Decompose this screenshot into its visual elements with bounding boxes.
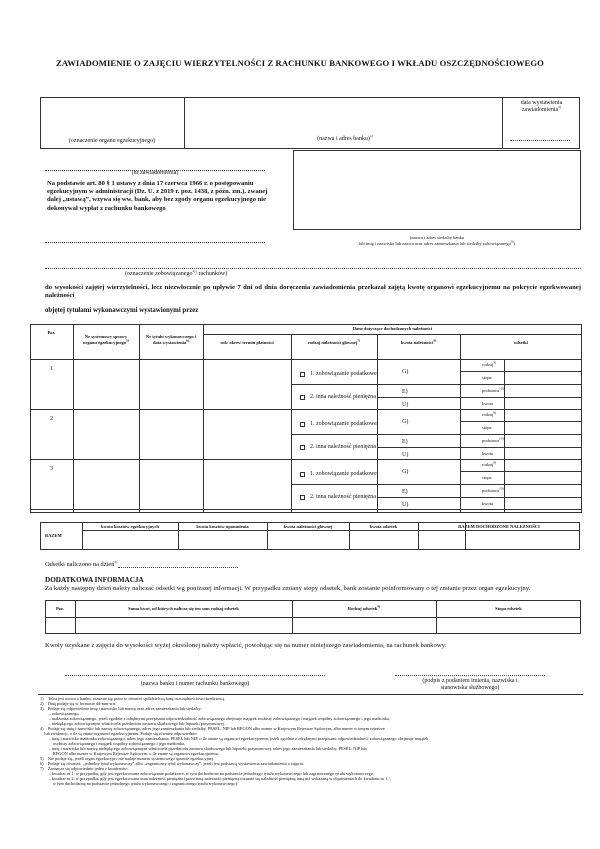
col-title: Nr tytułu wykonawczego i data wystawienia$^{6)}$ (145, 334, 197, 345)
footnote-10: osobisty zobowiązanego i majątek wspólny zobowiązanego i jego małżonka, (40, 741, 185, 746)
table-hline (203, 334, 582, 335)
signature-label: (podpis z podaniem imienia, nazwiska i stanowiska służbowego) (422, 678, 518, 691)
footnote-11: – imię i nazwisko lub nazwę niebędącego zobowiązanym właściciela przedmiotu zastawu skarbowego lub hipoteki przymusowej, adres jego zamieszkania lub siedziby, PESEL, NIP lub (40, 746, 367, 751)
amount-split (377, 447, 460, 448)
amount-split (377, 497, 460, 498)
interest-sub-podstawa: podstawa$^{10)}$ (482, 436, 504, 443)
totals-h2: kwota kosztów upomnienia (196, 524, 249, 529)
totals-hline (82, 530, 580, 531)
kind-other: 2. inna należność pieniężna (310, 394, 376, 400)
notice-body: Na podstawie art. 80 § 1 ustawy z dnia 17 czerwca 1966 r. o postępowaniu egzekucyjnym w administracji (Dz. U. z 2019 r. poz. 1438, z późn. zm.), zwanej dalej „ustawą”, wzywa się ww. bank, aby bez zgody organu egzekucyjnego nie dokonywał wypłat z rachunku bankowego (47, 180, 268, 212)
interest-split (460, 471, 582, 472)
footnote-2: 2) Datę podaje się w formacie dd-mm-rrrr. (40, 701, 117, 706)
footnote-7: 4) Podaje się imię i nazwisko lub nazwę zobowiązanego, adres jego zamieszkania lub siedziby, PESEL, NIP lub REGON albo numer w Krajowym Rejestrze Sądowym, albo numer w innym rejestrze (40, 726, 385, 731)
notice-number-label: (nr zawiadomienia) (131, 170, 179, 176)
interest-col-sum: Suma kwot, od których nalicza się ten sam rodzaj odsetek (128, 606, 239, 611)
amount-letter: G) (402, 419, 409, 425)
additional-heading: DODATKOWA INFORMACJA (45, 576, 144, 584)
interest-split (460, 371, 582, 372)
footnotes (40, 696, 585, 786)
subheading: objętej tytułami wykonawczymi wystawionymi przez (45, 307, 199, 314)
interest-sub-kwota: kwota (482, 451, 493, 456)
organ-label: (oznaczenie organu egzekucyjnego) (68, 138, 156, 144)
amount-letter: U) (402, 502, 409, 508)
kind-split (291, 484, 377, 485)
row-line (30, 459, 582, 460)
interest-col-poz: Poz. (55, 606, 65, 611)
amount-letter: G) (402, 369, 409, 375)
interest-sub-rodzaj: rodzaj$^{9)}$ (482, 410, 497, 417)
additional-text: Za każdy następny dzień należy naliczać odsetki wg poniższej informacji. W przypadku zmiany stopy odsetek, bank zostanie poinformowany o tej zmianie przez organ egzekucyjny. (45, 585, 531, 592)
amount-letter: E) (402, 389, 408, 395)
footnote-9: – imię i nazwisko małżonka zobowiązanego, adres jego zamieszkania, PESEL lub NIP, o ile znane są organowi egzekucyjnemu, jeżeli zgodnie z odrębnymi przepisami odpowiedzialność zobowiązanego obejmuje majątek (40, 736, 429, 741)
interest-split (460, 497, 582, 498)
table-vline (139, 324, 140, 513)
footnote-3: 3) Podaje się odpowiednio imię i nazwisko lub nazwę oraz adres zamieszkania lub siedziby: (40, 706, 202, 711)
checkbox[interactable] (300, 445, 305, 450)
footnote-12: REGON albo numer w Krajowym Rejestrze Sądowym, o ile znane są organowi egzekucyjnemu. (40, 751, 219, 756)
amount-letter: E) (402, 489, 408, 495)
col-amount: kwota należności$^{8)}$ (400, 338, 437, 345)
amount-letter: E) (402, 439, 408, 445)
totals-h3: kwota należności głównej (283, 524, 333, 529)
col-system-number: Nr systemowy sprawy organu egzekucyjnego$^{5)}$ (83, 334, 129, 345)
footnote-8: lub ewidencji, o ile są znane organowi egzekucyjnemu. Podaje się również odpowiednio: (40, 731, 198, 736)
interest-sub-podstawa: podstawa$^{10)}$ (482, 386, 504, 393)
payment-text: Kwoty uzyskane z zajęcia do wysokości wyżej określonej należy wpłacić, powołując się na numer niniejszego zawiadomienia, na rachunek bankowy: (45, 642, 447, 649)
amount-split (377, 397, 460, 398)
interest-sub-kwota: kwota (482, 501, 493, 506)
amount-letter: U) (402, 402, 409, 408)
interest-sub-rodzaj: rodzaj$^{9)}$ (482, 360, 497, 367)
footnote-16: – kwadrat nr 1: w przypadku, gdy jest egzekwowane zobowiązanie podatkowe, w tym dochodzone na podstawie jednolitego tytułu wykonawczego lub zagranicznego tytułu wykonawczego, (40, 771, 374, 776)
footnote-15: 7) Zaznacza się odpowiednio jeden z kwadratów: (40, 766, 129, 771)
kind-tax: 1. zobowiązanie podatkowe (310, 371, 377, 377)
footnote-18: w tym dochodzoną na podstawie jednolitego tytułu wykonawczego i zagranicznego tytułu wykonawczego). (40, 781, 239, 786)
bank-address-label: (nazwa i adres siedziby banku lub imię i nazwisko lub nazwa oraz adres zamieszkania lub siedziby zobowiązanego$^{3)}$) (358, 235, 516, 246)
row-poz: 2 (50, 416, 53, 422)
footnote-13: 5) Nie podaje się, jeżeli organ egzekucyjny nie nadaje numeru systemowego sprawie egzekucyjnej. (40, 756, 215, 761)
table-vline (504, 359, 505, 513)
checkbox[interactable] (300, 495, 305, 500)
table-vline (291, 334, 292, 513)
interest-split (460, 447, 582, 448)
kind-split (291, 434, 377, 435)
interest-sub-kwota: kwota (482, 401, 493, 406)
interest-sub-stopa: stopa (482, 425, 492, 430)
interest-sub-podstawa: podstawa$^{10)}$ (482, 486, 504, 493)
footnote-5: – małżonka zobowiązanego, jeżeli zgodnie z odrębnymi przepisami odpowiedzialność zobowiązanego obejmuje majątek osobisty zobowiązanego i majątek wspólny zobowiązanego i jego małżonka, (40, 716, 390, 721)
footnote-4: – zobowiązanego, (40, 711, 80, 716)
amount-split (377, 384, 460, 385)
table-vline (203, 324, 204, 513)
footnote-1: 1) Tekst jest mowa o banku, rozumie się przez to również spółdzielczą kasę oszczędnościowo-kredytową. (40, 696, 226, 701)
totals-h4: kwota odsetek (369, 524, 398, 529)
col-poz: Poz. (47, 330, 56, 335)
account-label: (nazwa banku i numer rachunku bankowego) (140, 681, 250, 687)
table-hline (30, 359, 582, 360)
page-title: ZAWIADOMIENIE O ZAJĘCIU WIERZYTELNOŚCI Z RACHUNKU BANKOWEGO I WKŁADU OSZCZĘDNOŚCIOWEGO (56, 58, 544, 68)
interest-sub-rodzaj: rodzaj$^{9)}$ (482, 460, 497, 467)
bank-address-box (293, 150, 581, 230)
footnote-6: – niebędącego zobowiązanym właściciela przedmiotu zastawu skarbowego lub hipoteki przymusowej. (40, 721, 225, 726)
interest-sub-stopa: stopa (482, 375, 492, 380)
interest-col-kind: Rodzaj odsetek$^{9)}$ (347, 604, 381, 611)
table-vline (73, 324, 74, 513)
instruction-text: do wysokości zajętej wierzytelności, lecz niezwłocznie po upływie 7 dni od dnia doręczenia zawiadomienia przekazał zajętą kwotę organowi egzekucyjnemu na pokrycie egzekwowanej należności (45, 284, 581, 300)
interest-split (460, 397, 582, 398)
row-poz: 3 (50, 466, 53, 472)
bank-label: (nazwa i adres banku)$^{1)}$ (317, 134, 373, 142)
amount-letter: U) (402, 452, 409, 458)
interest-split (460, 421, 582, 422)
checkbox[interactable] (300, 472, 305, 477)
checkbox[interactable] (300, 372, 305, 377)
kind-other: 2. inna należność pieniężna (310, 494, 376, 500)
interest-split (460, 484, 582, 485)
totals-h5: RAZEM DOCHODZONE NALEŻNOŚCI (458, 524, 540, 529)
checkbox[interactable] (300, 422, 305, 427)
amount-split (377, 434, 460, 435)
row-line (30, 409, 582, 410)
interest-split (460, 434, 582, 435)
col-period: rok/ okres/ termin płatności (220, 340, 274, 345)
totals-label: RAZEM (45, 533, 62, 538)
date-label: data wystawienia zawiadomienia$^{2)}$ (520, 100, 563, 113)
interest-sub-stopa: stopa (482, 475, 492, 480)
kind-other: 2. inna należność pieniężna (310, 444, 376, 450)
footnote-14: 6) Podaje się również: „jednolity tytuł wykonawczy” albo „zagraniczny tytuł wykonawczy”, jeżeli jest podstawą wystawienia zawiadomienia o zajęciu. (40, 761, 305, 766)
col-interest: odsetki (514, 340, 528, 345)
kind-tax: 1. zobowiązanie podatkowe (310, 471, 377, 477)
row-line (30, 509, 582, 510)
interest-date: Odsetki naliczono na dzień$^{2)}$ (45, 559, 118, 568)
col-kind: rodzaj należności głównej$^{7)}$ (307, 338, 361, 345)
interest-split (460, 384, 582, 385)
obligor-label: (oznaczenie zobowiązanego$^{4)}$/ rachunków) (125, 269, 228, 277)
footnote-17: – kwadrat nr 2: w przypadku, gdy jest egzekwowana inna należność pieniężna (przez inną należność pieniężną rozumie się należność pieniężną inną niż wskazaną w objaśnieniach do kwadratu nr 1, \ (40, 776, 391, 781)
row-poz: 1 (50, 366, 53, 372)
checkbox[interactable] (300, 395, 305, 400)
kind-split (291, 384, 377, 385)
interest-col-rate: Stopa odsetek (495, 606, 522, 611)
table-vline (460, 334, 461, 513)
col-group: Dane dotyczące dochodzonych należności (352, 326, 433, 331)
kind-tax: 1. zobowiązanie podatkowe (310, 421, 377, 427)
totals-h1: kwota kosztów egzekucyjnych (101, 524, 159, 529)
amount-letter: G) (402, 469, 409, 475)
amount-split (377, 484, 460, 485)
